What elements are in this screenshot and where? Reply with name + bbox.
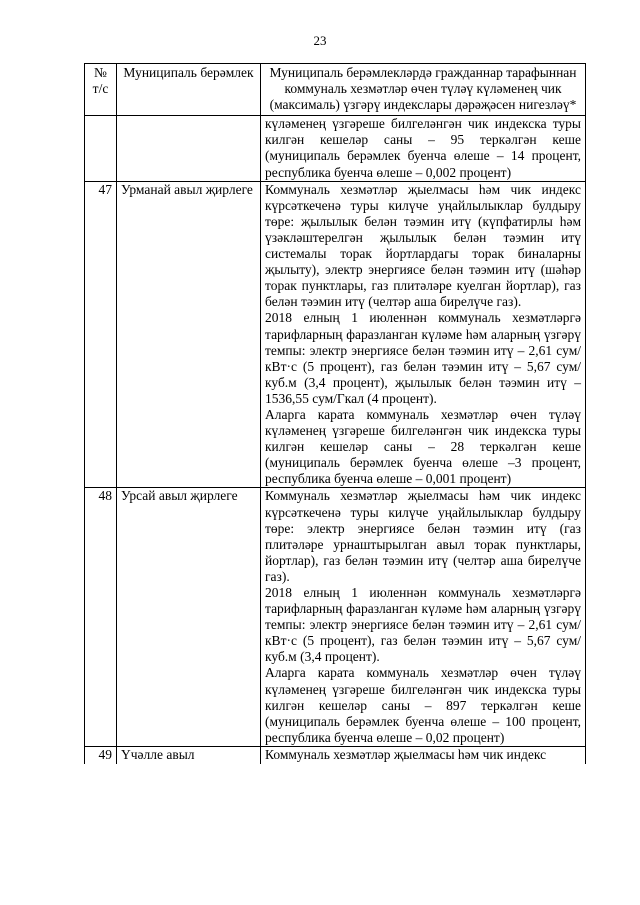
row-justification bbox=[261, 116, 586, 181]
justification-paragraph: 2018 елның 1 июленнән коммуналь хезмәтләргә тарифларның фаразланган күләме һәм аларның үзгәрү темпы: электр энергиясе белән тәэмин итү – 2,61 сум/кВт·с (5 процент), газ белән тәэмин итү – 5,67 сум/куб.м (3,4 процент). bbox=[265, 585, 581, 665]
justification-paragraph: Коммуналь хезмәтләр җыелмасы һәм чик индекс күрсәткеченә туры килүче уңайлылыклар булдыру төре: электр энергиясе белән тәэмин итү (газ плитәләре урнаштырылган авыл торак пунктлары, йортлар), газ белән тәэмин итү (челтәр аша бирелүче газ). bbox=[265, 488, 581, 584]
table-row bbox=[85, 181, 586, 488]
row-municipality: Урсай авыл җирлеге bbox=[117, 488, 261, 747]
table-header-row bbox=[85, 64, 586, 116]
header-justification: Муниципаль берәмлекләрдә гражданнар тарафыннан коммуналь хезмәтләр өчен түләү күләменең чик (максималь) үзгәрү индекслары дәрәҗәсен нигезләү* bbox=[261, 64, 586, 116]
justification-paragraph: Аларга карата коммуналь хезмәтләр өчен түләү күләменең үзгәреше билгеләнгән чик индекска туры килгән кешеләр саны – 897 теркәлгән кеше (муниципаль берәмлек буенча өлеше – 100 процент, республика буенча өлеше – 0,02 процент) bbox=[265, 665, 581, 745]
justification-paragraph: күләменең үзгәреше билгеләнгән чик индекска туры килгән кешеләр саны – 95 теркәлгән кеше (муниципаль берәмлек буенча өлеше – 14 процент, республика буенча өлеше – 0,002 процент) bbox=[265, 116, 581, 180]
row-justification bbox=[261, 181, 586, 488]
row-number bbox=[85, 116, 117, 181]
tariff-index-table bbox=[84, 63, 586, 764]
row-municipality bbox=[117, 116, 261, 181]
row-municipality: Үчәлле авыл bbox=[117, 746, 261, 764]
header-number: № т/с bbox=[85, 64, 117, 116]
row-municipality: Урманай авыл җирлеге bbox=[117, 181, 261, 488]
justification-paragraph: Коммуналь хезмәтләр җыелмасы һәм чик индекс күрсәткеченә туры килүче уңайлылыклар булдыру төре: җылылык белән тәэмин итү (күпфатирлы һәм үзәкләштерелгән җылылык белән тәэмин итү системалы торак йортлардагы торак биналарны җылыту), электр энергиясе белән тәэмин итү (шәһәр торак пунктлары, газ плитәләре куелган йортлар), газ белән тәэмин итү (челтәр аша бирелүче газ). bbox=[265, 181, 581, 310]
row-justification bbox=[261, 746, 586, 764]
row-number: 48 bbox=[85, 488, 117, 747]
justification-paragraph: 2018 елның 1 июленнән коммуналь хезмәтләргә тарифларның фаразланган күләме һәм аларның үзгәрү темпы: электр энергиясе белән тәэмин итү – 2,61 сум/кВт·с (5 процент), газ белән тәэмин итү – 5,67 сум/куб.м (3,4 процент), җылылык белән тәэмин итү – 1536,55 сум/Гкал (4 процент). bbox=[265, 310, 581, 406]
row-justification bbox=[261, 488, 586, 747]
page-number: 23 bbox=[313, 33, 327, 48]
justification-paragraph: Аларга карата коммуналь хезмәтләр өчен түләү күләменең үзгәреше билгеләнгән чик индекска туры килгән кешеләр саны – 28 теркәлгән кеше (муниципаль берәмлек буенча өлеше –3 процент, республика буенча өлеше – 0,001 процент) bbox=[265, 406, 581, 487]
table-row bbox=[85, 116, 586, 181]
header-municipality: Муниципаль берәмлек bbox=[117, 64, 261, 116]
justification-paragraph: Коммуналь хезмәтләр җыелмасы һәм чик индекс bbox=[265, 746, 547, 762]
row-number: 47 bbox=[85, 181, 117, 488]
table-row bbox=[85, 746, 586, 764]
row-number: 49 bbox=[85, 746, 117, 764]
table-row bbox=[85, 488, 586, 747]
